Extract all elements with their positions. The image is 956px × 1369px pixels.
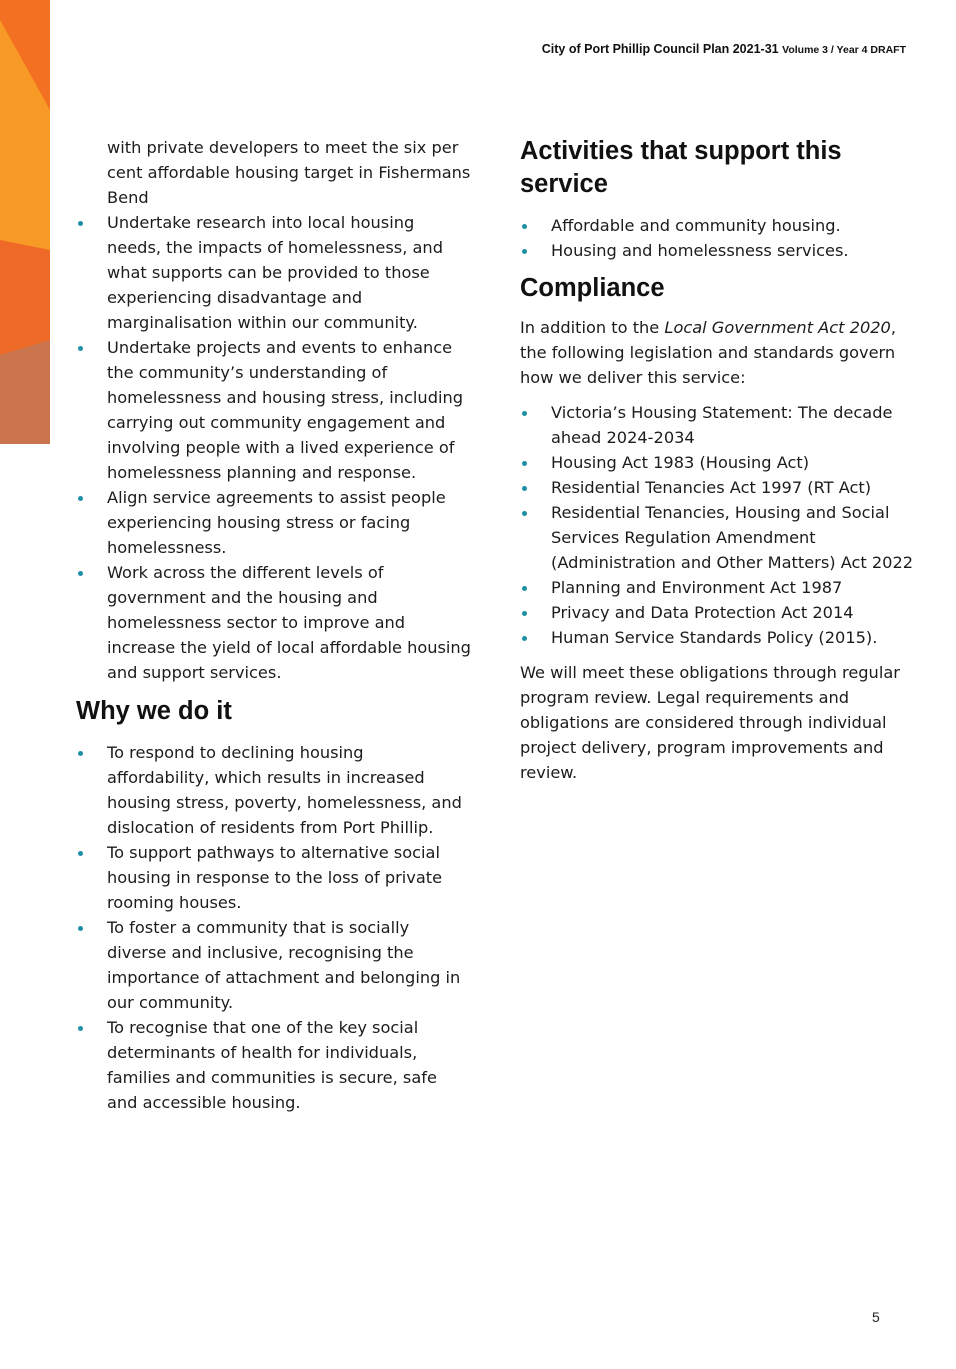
document-header [542, 42, 906, 56]
closing-paragraph: We will meet these obligations through regular program review. Legal requirements and obligations are considered through individual project delivery, program improvements and review. [520, 663, 900, 782]
list-item [520, 600, 915, 625]
why-we-do-it-heading: Why we do it [76, 697, 232, 725]
list-item-text: Residential Tenancies Act 1997 (RT Act) [551, 478, 872, 497]
bullet-icon [522, 586, 527, 591]
list-item [520, 450, 915, 475]
list-item-text: Affordable and community housing. [551, 216, 841, 235]
list-item-text: Housing Act 1983 (Housing Act) [551, 453, 810, 472]
list-item [76, 915, 471, 1015]
compliance-intro [520, 315, 915, 390]
bullet-icon [522, 486, 527, 491]
list-item [520, 500, 915, 575]
list-item [520, 475, 915, 500]
compliance-act-name: Local Government Act 2020 [664, 318, 891, 337]
list-item-text: Planning and Environment Act 1987 [551, 578, 843, 597]
list-item [76, 560, 471, 685]
bullet-icon [78, 851, 83, 856]
compliance-heading: Compliance [520, 274, 665, 302]
side-decoration [0, 0, 50, 444]
right-column [520, 135, 915, 785]
bullet-icon [522, 611, 527, 616]
left-column [76, 135, 471, 1115]
header-subtitle: Volume 3 / Year 4 DRAFT [782, 44, 906, 56]
list-item-text: Undertake research into local housing needs, the impacts of homelessness, and what supports can be provided to those experiencing disadvantage and marginalisation within our community. [107, 213, 443, 332]
bullet-icon [522, 511, 527, 516]
activities-heading: Activities that support this service [520, 137, 842, 198]
list-item-text: To recognise that one of the key social determinants of health for individuals, families and communities is secure, safe and accessible housing. [107, 1018, 437, 1112]
why-list [76, 740, 471, 1115]
list-item [76, 740, 471, 840]
compliance-list [520, 400, 915, 650]
bullet-icon [78, 346, 83, 351]
bullet-icon [78, 926, 83, 931]
bullet-icon [78, 751, 83, 756]
compliance-intro-text: , the following legislation and standards govern how we deliver this service: [520, 318, 897, 387]
list-item [520, 400, 915, 450]
list-item-text: Human Service Standards Policy (2015). [551, 628, 878, 647]
list-item [76, 1015, 471, 1115]
list-item-text: Align service agreements to assist people experiencing housing stress or facing homelessness. [107, 488, 446, 557]
list-item-text: Residential Tenancies, Housing and Social Services Regulation Amendment (Administration and Other Matters) Act 2022 [551, 503, 914, 572]
bullet-icon [522, 249, 527, 254]
list-item-text: To respond to declining housing affordability, which results in increased housing stress, poverty, homelessness, and dislocation of residents from Port Phillip. [107, 743, 462, 837]
bullet-icon [78, 1026, 83, 1031]
bullet-icon [78, 221, 83, 226]
list-item-text: To support pathways to alternative social housing in response to the loss of private rooming houses. [107, 843, 443, 912]
bullet-icon [522, 461, 527, 466]
list-item [520, 213, 915, 238]
list-item-text: Privacy and Data Protection Act 2014 [551, 603, 854, 622]
list-item [76, 210, 471, 335]
header-title: City of Port Phillip Council Plan 2021-31 [541, 42, 779, 56]
list-item-text: To foster a community that is socially diverse and inclusive, recognising the importance of attachment and belonging in our community. [107, 918, 461, 1012]
activities-list [520, 213, 915, 263]
list-item [520, 238, 915, 263]
list-item-text: Work across the different levels of government and the housing and homelessness sector to improve and increase the yield of local affordable housing and support services. [107, 563, 471, 682]
list-item-text: Housing and homelessness services. [551, 241, 849, 260]
bullet-icon [522, 224, 527, 229]
list-item [76, 840, 471, 915]
bullet-icon [522, 636, 527, 641]
list-item-text: Undertake projects and events to enhance the community’s understanding of homelessness and housing stress, including carrying out community engagement and involving people with a lived experience of homelessness planning and response. [107, 338, 463, 482]
continuation-paragraph: with private developers to meet the six per cent affordable housing target in Fishermans Bend [107, 138, 471, 207]
compliance-intro-text: In addition to the [520, 318, 665, 337]
list-item-text: Victoria’s Housing Statement: The decade ahead 2024-2034 [551, 403, 893, 447]
list-item [76, 485, 471, 560]
bullet-icon [78, 571, 83, 576]
list-item [520, 575, 915, 600]
page-number: 5 [872, 1309, 880, 1325]
service-actions-list [76, 210, 471, 685]
list-item [520, 625, 915, 650]
bullet-icon [78, 496, 83, 501]
bullet-icon [522, 411, 527, 416]
list-item [76, 335, 471, 485]
